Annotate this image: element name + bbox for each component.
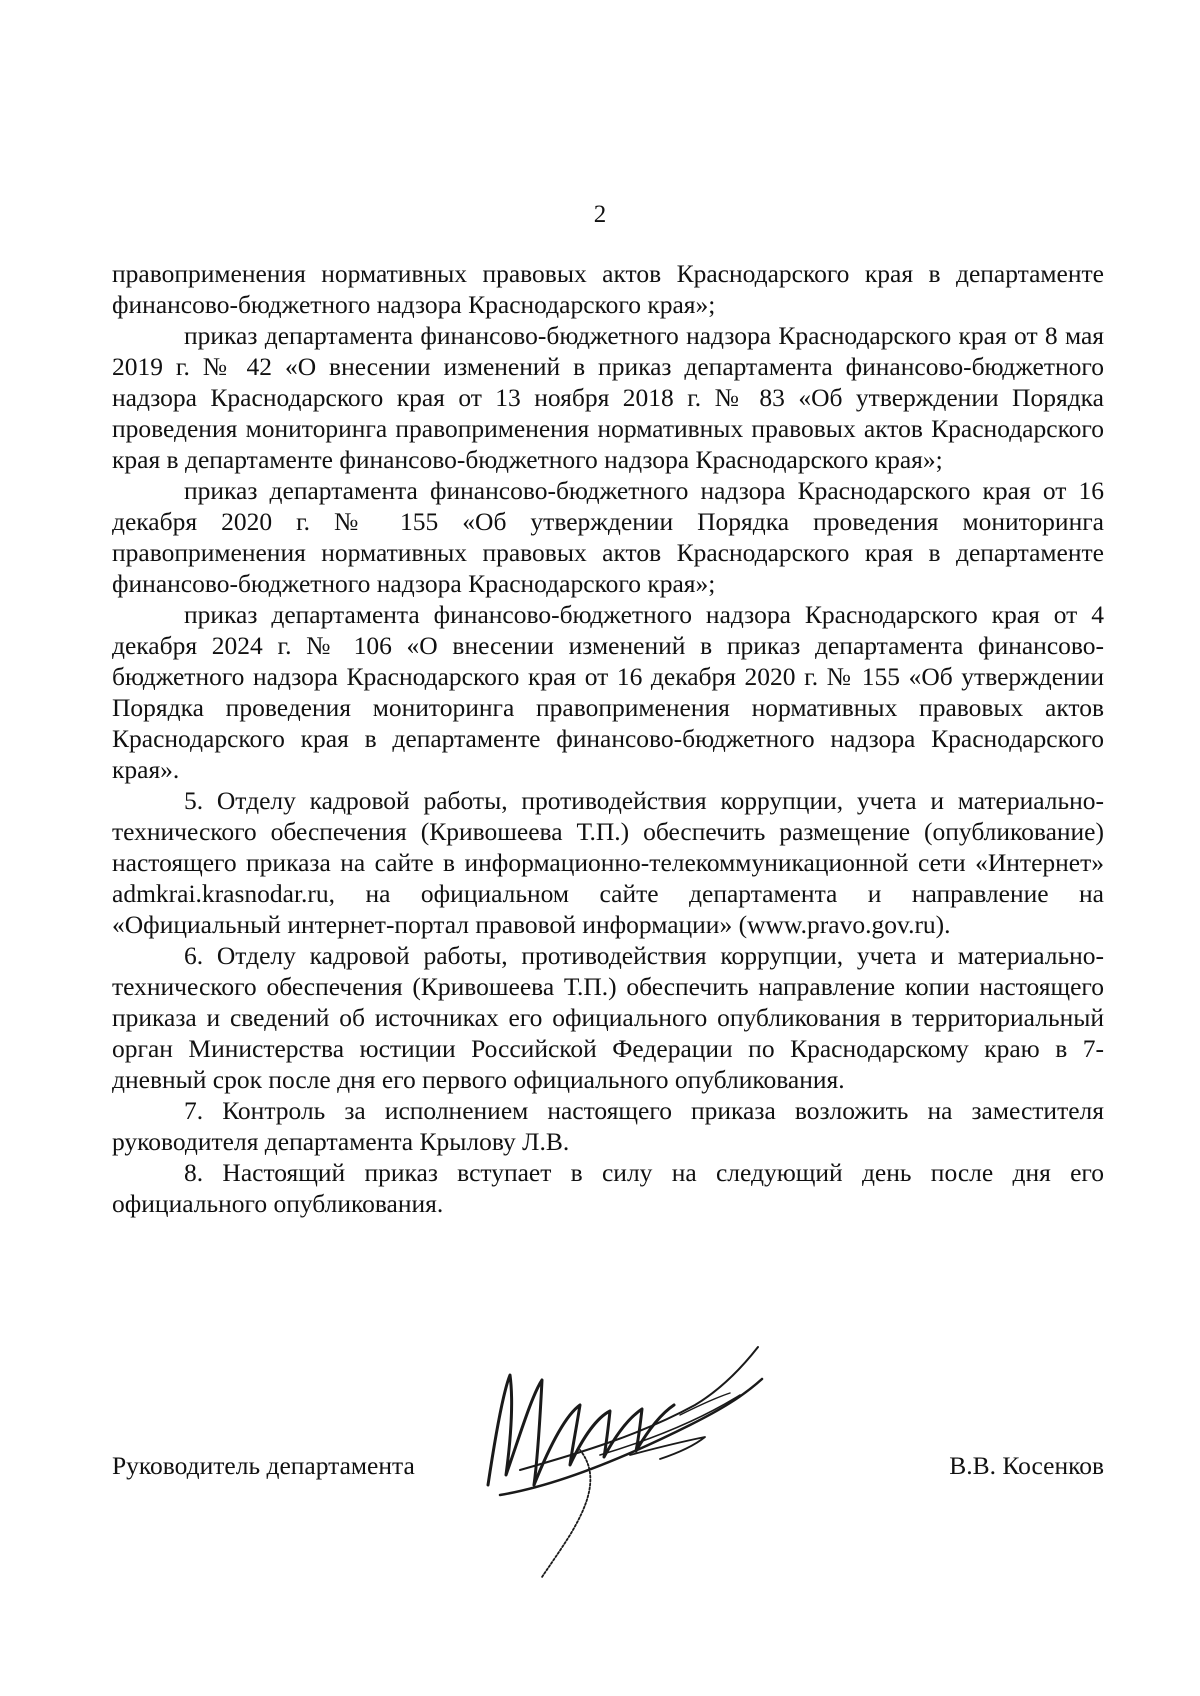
page-number: 2 [593,201,607,228]
paragraph-order-2024: приказ департамента финансово-бюджетного надзора Краснодарского края от 4 декабря 2024 г. № 106 «О внесении изменений в приказ департамента финансово-бюджетного надзора Краснодарского края от 16 декабря 2020 г. № 155 «Об утверждении Порядка проведения мониторинга правоприменения нормативных правовых актов Краснодарского края в департаменте финансово-бюджетного надзора Краснодарского края». [112,600,1104,784]
paragraph-item-7: 7. Контроль за исполнением настоящего приказа возложить на заместителя руководителя департамента Крылову Л.В. [112,1096,1104,1156]
paragraph-item-6: 6. Отделу кадровой работы, противодействия коррупции, учета и материально-технического обеспечения (Кривошеева Т.П.) обеспечить направление копии настоящего приказа и сведений об источниках его официального опубликования в территориальный орган Министерства юстиции Российской Федерации по Краснодарскому краю в 7-дневный срок после дня его первого официального опубликования. [112,941,1104,1094]
paragraph-continuation: правоприменения нормативных правовых актов Краснодарского края в департаменте финансово-бюджетного надзора Краснодарского края»; [112,259,1104,319]
paragraph-order-2019: приказ департамента финансово-бюджетного надзора Краснодарского края от 8 мая 2019 г. № 42 «О внесении изменений в приказ департамента финансово-бюджетного надзора Краснодарского края от 13 ноября 2018 г. № 83 «Об утверждении Порядка проведения мониторинга правоприменения нормативных правовых актов Краснодарского края в департаменте финансово-бюджетного надзора Краснодарского края»; [112,321,1104,474]
paragraph-item-5: 5. Отделу кадровой работы, противодействия коррупции, учета и материально-технического обеспечения (Кривошеева Т.П.) обеспечить размещение (опубликование) настоящего приказа на сайте в информационно-телекоммуникационной сети «Интернет» admkrai.krasnodar.ru, на официальном сайте департамента и направление на «Официальный интернет-портал правовой информации» (www.pravo.gov.ru). [112,786,1104,939]
signatory-title: Руководитель департамента [112,1451,415,1480]
handwritten-signature [480,1335,800,1580]
paragraph-item-8: 8. Настоящий приказ вступает в силу на следующий день после дня его официального опубликования. [112,1158,1104,1218]
document-body [112,258,1104,1219]
signatory-name: В.В. Косенков [949,1451,1104,1480]
paragraph-order-2020: приказ департамента финансово-бюджетного надзора Краснодарского края от 16 декабря 2020 г. № 155 «Об утверждении Порядка проведения мониторинга правоприменения нормативных правовых актов Краснодарского края в департаменте финансово-бюджетного надзора Краснодарского края»; [112,476,1104,598]
